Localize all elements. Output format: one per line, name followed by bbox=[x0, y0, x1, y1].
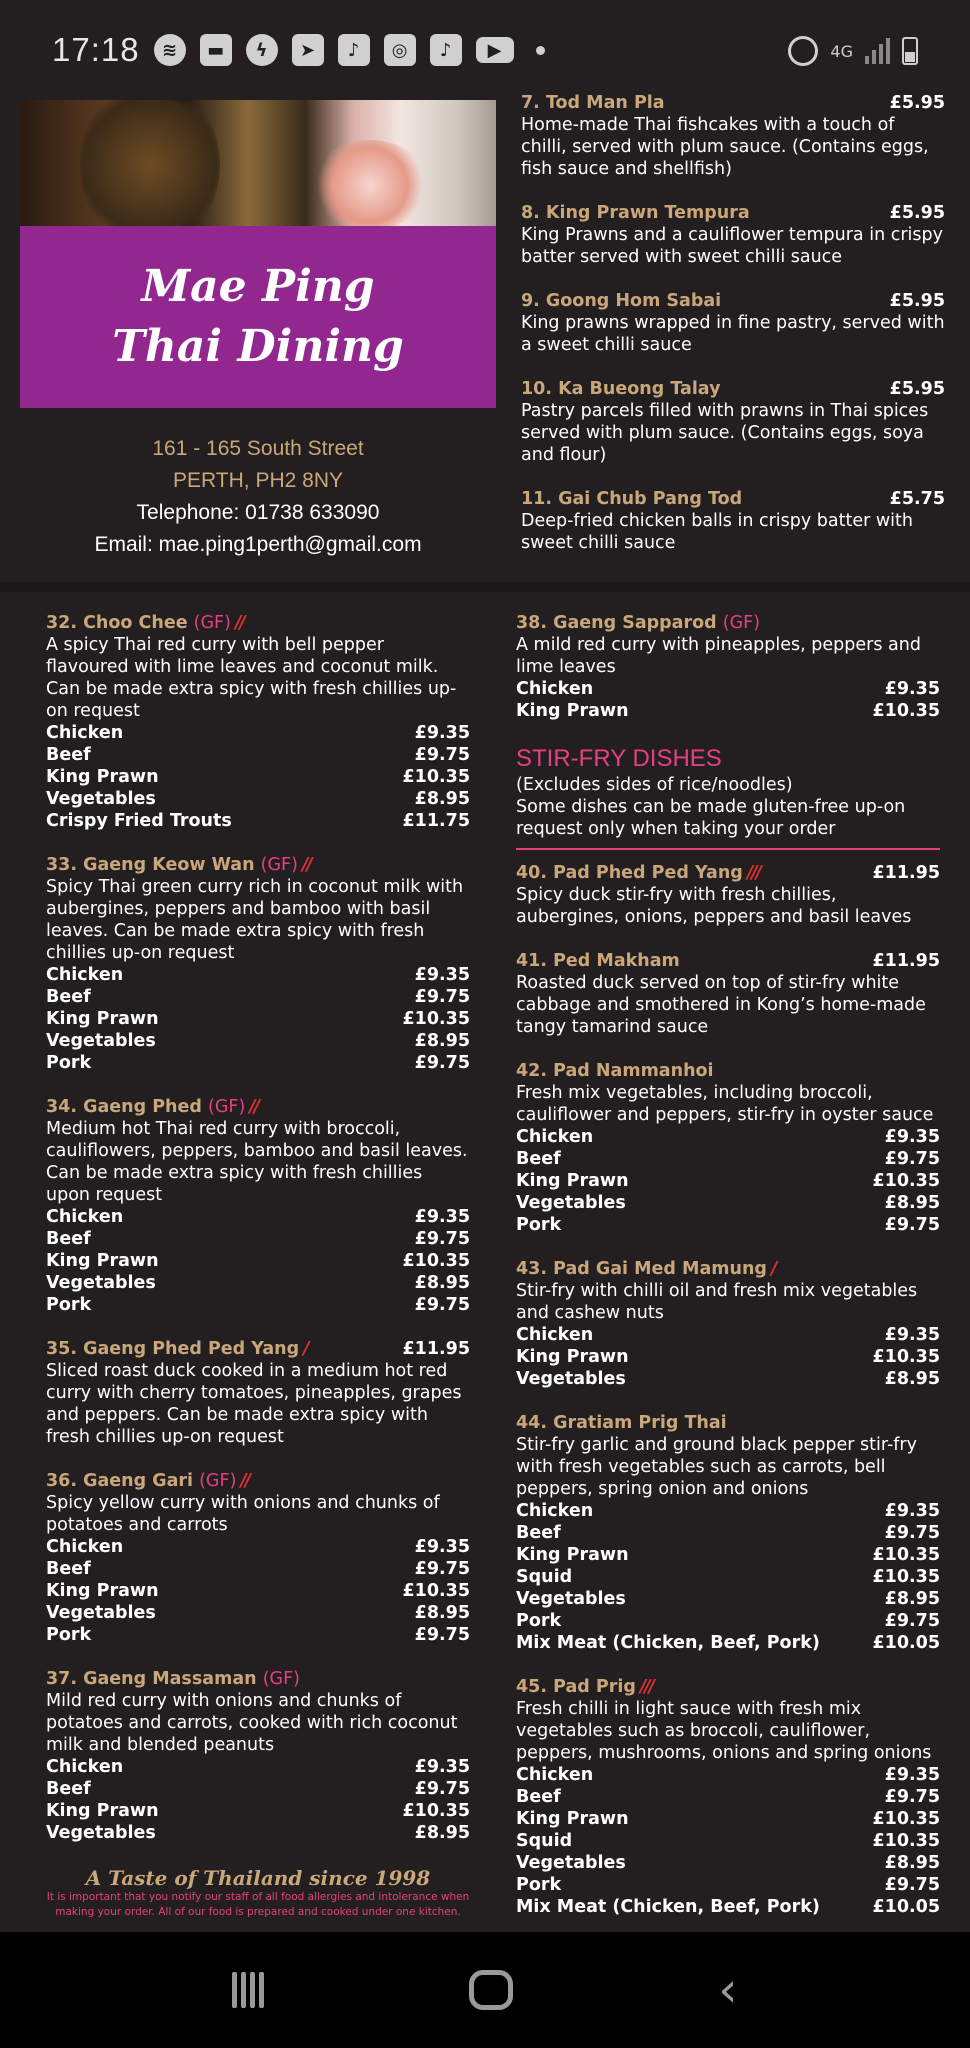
item-name-wrap bbox=[521, 378, 721, 400]
option-price: £9.75 bbox=[414, 1559, 470, 1579]
menu-item bbox=[46, 1470, 470, 1646]
option-name: Chicken bbox=[516, 1765, 594, 1785]
option-name: King Prawn bbox=[46, 767, 159, 787]
menu-item bbox=[521, 92, 945, 180]
price-row bbox=[516, 1588, 940, 1610]
option-name: King Prawn bbox=[516, 1171, 629, 1191]
option-price: £10.05 bbox=[872, 1633, 940, 1653]
item-description: Spicy yellow curry with onions and chunks of potatoes and carrots bbox=[46, 1493, 440, 1535]
option-name: Vegetables bbox=[46, 1031, 156, 1051]
option-name: Crispy Fried Trouts bbox=[46, 811, 232, 831]
option-name: Chicken bbox=[516, 679, 594, 699]
item-description: King Prawns and a cauliflower tempura in crispy batter served with sweet chilli sauce bbox=[521, 225, 943, 267]
price-row bbox=[46, 1558, 470, 1580]
price-row bbox=[46, 1294, 470, 1316]
item-title bbox=[46, 1096, 470, 1118]
item-price: £5.95 bbox=[889, 291, 945, 311]
section-title: STIR-FRY DISHES bbox=[516, 745, 722, 772]
option-price: £9.75 bbox=[414, 987, 470, 1007]
option-name: Squid bbox=[516, 1831, 573, 1851]
price-row bbox=[516, 1324, 940, 1346]
option-name: King Prawn bbox=[516, 701, 629, 721]
option-name: Chicken bbox=[46, 1757, 124, 1777]
price-row bbox=[516, 1126, 940, 1148]
starters-list bbox=[521, 92, 945, 576]
option-name: Beef bbox=[46, 1779, 91, 1799]
item-name-wrap bbox=[516, 612, 760, 634]
option-name: Pork bbox=[516, 1215, 562, 1235]
option-name: Mix Meat (Chicken, Beef, Pork) bbox=[516, 1897, 820, 1917]
price-row bbox=[46, 1030, 470, 1052]
option-price: £10.35 bbox=[402, 1581, 470, 1601]
item-name-wrap bbox=[46, 854, 311, 876]
item-price: £11.95 bbox=[872, 951, 940, 971]
item-description: Home-made Thai fishcakes with a touch of chilli, served with plum sauce. (Contains eggs, fish sauce and shellfish) bbox=[521, 115, 929, 179]
option-price: £9.35 bbox=[884, 679, 940, 699]
price-row bbox=[516, 1170, 940, 1192]
allergy-note: It is important that you notify our staff of all food allergies and intolerance when making your order. All of our food is prepared and cooked under one kitchen. bbox=[46, 1891, 470, 1918]
option-price: £8.95 bbox=[884, 1853, 940, 1873]
item-description: Spicy Thai green curry rich in coconut milk with aubergines, peppers and bamboo with basil leaves. Can be made extra spicy with fresh chillies up-on request bbox=[46, 877, 464, 963]
home-button[interactable] bbox=[469, 1970, 513, 2010]
chili-icon: // bbox=[301, 855, 311, 875]
option-price: £10.35 bbox=[402, 1251, 470, 1271]
item-name-wrap bbox=[516, 1412, 727, 1434]
option-name: Vegetables bbox=[516, 1369, 626, 1389]
price-row bbox=[516, 1808, 940, 1830]
email: Email: mae.ping1perth@gmail.com bbox=[94, 533, 422, 556]
option-price: £9.35 bbox=[414, 965, 470, 985]
item-description: Medium hot Thai red curry with broccoli, cauliflowers, peppers, bamboo and basil leaves. Can be made extra spicy with fresh chillies upon request bbox=[46, 1119, 468, 1205]
price-row bbox=[516, 1632, 940, 1654]
menu-item bbox=[46, 1096, 470, 1316]
item-name: 35. Gaeng Phed Ped Yang bbox=[46, 1339, 300, 1359]
navigation-icon: ➤ bbox=[292, 34, 324, 66]
menu-item bbox=[516, 1412, 940, 1654]
price-row bbox=[516, 1566, 940, 1588]
item-name: 37. Gaeng Massaman bbox=[46, 1669, 257, 1689]
item-description: Fresh chilli in light sauce with fresh mix vegetables such as broccoli, cauliflower, peppers, mushrooms, onions and spring onions bbox=[516, 1699, 932, 1763]
item-name: 8. King Prawn Tempura bbox=[521, 203, 750, 223]
gluten-free-tag: (GF) bbox=[262, 1669, 300, 1689]
tiktok-icon: ♪ bbox=[338, 34, 370, 66]
item-name-wrap bbox=[516, 1676, 653, 1698]
tagline bbox=[46, 1866, 470, 1920]
option-name: Chicken bbox=[516, 1325, 594, 1345]
menu-item bbox=[521, 488, 945, 554]
price-row bbox=[46, 788, 470, 810]
price-row bbox=[46, 1822, 470, 1844]
price-row bbox=[46, 1272, 470, 1294]
item-price: £11.95 bbox=[872, 863, 940, 883]
section-note: Some dishes can be made gluten-free up-on request only when taking your order bbox=[516, 797, 906, 839]
chili-icon: / bbox=[770, 1259, 776, 1279]
option-name: Pork bbox=[46, 1625, 92, 1645]
price-row bbox=[516, 1544, 940, 1566]
option-price: £8.95 bbox=[884, 1369, 940, 1389]
menu-item bbox=[516, 1060, 940, 1236]
option-name: Pork bbox=[516, 1611, 562, 1631]
option-name: Pork bbox=[516, 1875, 562, 1895]
menu-image bbox=[0, 93, 970, 1932]
price-row bbox=[516, 1148, 940, 1170]
brand-line-2: Thai Dining bbox=[112, 321, 404, 372]
menu-item bbox=[516, 612, 940, 722]
item-description: King prawns wrapped in fine pastry, served with a sweet chilli sauce bbox=[521, 313, 945, 355]
option-price: £9.75 bbox=[884, 1875, 940, 1895]
option-price: £8.95 bbox=[414, 789, 470, 809]
option-price: £8.95 bbox=[884, 1589, 940, 1609]
option-price: £9.75 bbox=[884, 1523, 940, 1543]
option-name: King Prawn bbox=[46, 1581, 159, 1601]
price-row bbox=[46, 744, 470, 766]
item-name: 43. Pad Gai Med Mamung bbox=[516, 1259, 767, 1279]
chili-icon: / bbox=[303, 1339, 308, 1359]
option-price: £9.35 bbox=[884, 1501, 940, 1521]
option-name: Vegetables bbox=[516, 1193, 626, 1213]
option-price: £8.95 bbox=[414, 1031, 470, 1051]
tagline-title: A Taste of Thailand since 1998 bbox=[85, 1866, 431, 1890]
option-price: £9.75 bbox=[414, 1779, 470, 1799]
back-button[interactable]: ‹ bbox=[718, 1962, 738, 2018]
price-row bbox=[46, 810, 470, 832]
item-name-wrap bbox=[521, 488, 742, 510]
chili-icon: // bbox=[249, 1097, 259, 1117]
price-row bbox=[46, 1778, 470, 1800]
option-price: £10.35 bbox=[402, 1009, 470, 1029]
option-name: Beef bbox=[46, 987, 91, 1007]
item-title bbox=[516, 612, 940, 634]
option-name: Chicken bbox=[46, 723, 124, 743]
option-price: £10.35 bbox=[872, 1809, 940, 1829]
option-name: Pork bbox=[46, 1053, 92, 1073]
item-name-wrap bbox=[46, 1470, 249, 1492]
address-street: 161 - 165 South Street bbox=[152, 437, 364, 460]
item-description: Mild red curry with onions and chunks of potatoes and carrots, cooked with rich coconut milk and blended peanuts bbox=[46, 1691, 458, 1755]
item-title bbox=[516, 1412, 940, 1434]
item-title bbox=[521, 290, 945, 312]
price-row bbox=[46, 1756, 470, 1778]
option-price: £9.75 bbox=[414, 745, 470, 765]
price-row bbox=[46, 1008, 470, 1030]
menu-item bbox=[516, 1676, 940, 1918]
menu-item bbox=[46, 854, 470, 1074]
status-bar bbox=[0, 0, 970, 100]
item-name-wrap bbox=[516, 1258, 775, 1280]
menu-item bbox=[516, 950, 940, 1038]
option-price: £10.35 bbox=[872, 1171, 940, 1191]
price-row bbox=[516, 1764, 940, 1786]
status-time: 17:18 bbox=[52, 31, 140, 68]
item-name-wrap bbox=[516, 1060, 714, 1082]
option-name: Beef bbox=[516, 1787, 561, 1807]
option-price: £8.95 bbox=[414, 1603, 470, 1623]
item-name-wrap bbox=[521, 92, 665, 114]
item-title bbox=[521, 378, 945, 400]
gluten-free-tag: (GF) bbox=[722, 613, 761, 633]
option-name: King Prawn bbox=[516, 1545, 629, 1565]
option-price: £9.35 bbox=[414, 1757, 470, 1777]
price-row bbox=[46, 766, 470, 788]
item-name: 45. Pad Prig bbox=[516, 1677, 636, 1697]
thai-decor-photo bbox=[20, 100, 496, 226]
item-name-wrap bbox=[46, 1668, 300, 1690]
section-rule bbox=[516, 848, 940, 850]
option-name: Vegetables bbox=[516, 1589, 626, 1609]
option-name: Vegetables bbox=[46, 789, 156, 809]
item-description: Pastry parcels filled with prawns in Thai spices served with plum sauce. (Contains eggs, soya and flour) bbox=[521, 401, 929, 465]
alarm-icon bbox=[788, 36, 818, 66]
chili-icon: // bbox=[234, 613, 244, 633]
price-row bbox=[516, 678, 940, 700]
option-price: £8.95 bbox=[414, 1273, 470, 1293]
item-name: 36. Gaeng Gari bbox=[46, 1471, 194, 1491]
curry-stirfry-column-right bbox=[516, 612, 940, 1940]
option-price: £9.35 bbox=[414, 1207, 470, 1227]
item-description: Stir-fry with chilli oil and fresh mix vegetables and cashew nuts bbox=[516, 1281, 918, 1323]
menu-item bbox=[516, 862, 940, 928]
item-name-wrap bbox=[46, 1096, 258, 1118]
option-name: Mix Meat (Chicken, Beef, Pork) bbox=[516, 1633, 820, 1653]
item-title bbox=[46, 1338, 470, 1360]
chili-icon: /// bbox=[746, 863, 761, 883]
price-row bbox=[516, 1500, 940, 1522]
spotify-icon: ≋ bbox=[154, 34, 186, 66]
restaurant-header bbox=[20, 100, 496, 561]
price-row bbox=[46, 1052, 470, 1074]
gluten-free-tag: (GF) bbox=[193, 613, 231, 633]
option-price: £9.35 bbox=[884, 1765, 940, 1785]
option-price: £9.35 bbox=[414, 723, 470, 743]
option-name: Vegetables bbox=[516, 1853, 626, 1873]
item-price: £5.95 bbox=[889, 203, 945, 223]
menu-item bbox=[46, 1668, 470, 1844]
option-price: £8.95 bbox=[884, 1193, 940, 1213]
price-row bbox=[516, 1346, 940, 1368]
item-description: Sliced roast duck cooked in a medium hot red curry with cherry tomatoes, pineapples, grapes and peppers. Can be made extra spicy with fresh chillies up-on request bbox=[46, 1361, 462, 1447]
item-description: A spicy Thai red curry with bell pepper flavoured with lime leaves and coconut milk. Can be made extra spicy with fresh chillies up-on request bbox=[46, 635, 457, 721]
item-name-wrap bbox=[516, 862, 760, 884]
address-city: PERTH, PH2 8NY bbox=[173, 469, 343, 492]
option-price: £10.35 bbox=[872, 701, 940, 721]
price-row bbox=[46, 1536, 470, 1558]
item-description: Deep-fried chicken balls in crispy batter with sweet chilli sauce bbox=[521, 511, 913, 553]
option-price: £9.35 bbox=[414, 1537, 470, 1557]
option-price: £10.35 bbox=[402, 767, 470, 787]
item-name: 40. Pad Phed Ped Yang bbox=[516, 863, 743, 883]
option-price: £10.35 bbox=[872, 1831, 940, 1851]
price-row bbox=[46, 1206, 470, 1228]
option-price: £9.75 bbox=[414, 1053, 470, 1073]
item-name: 32. Choo Chee bbox=[46, 613, 188, 633]
tiktok-icon-2: ♪ bbox=[430, 34, 462, 66]
price-row bbox=[46, 1228, 470, 1250]
telephone: Telephone: 01738 633090 bbox=[136, 501, 380, 524]
navigation-bar bbox=[0, 1932, 970, 2048]
price-row bbox=[516, 1522, 940, 1544]
item-name-wrap bbox=[46, 612, 244, 634]
item-name: 7. Tod Man Pla bbox=[521, 93, 665, 113]
menu-item bbox=[521, 290, 945, 356]
option-price: £9.75 bbox=[884, 1787, 940, 1807]
signal-icon bbox=[865, 38, 890, 64]
option-name: King Prawn bbox=[46, 1801, 159, 1821]
option-price: £8.95 bbox=[414, 1823, 470, 1843]
instagram-icon: ◎ bbox=[384, 34, 416, 66]
youtube-icon: ▶ bbox=[476, 37, 514, 63]
curry-column-left bbox=[46, 612, 470, 1920]
item-price: £11.95 bbox=[402, 1339, 470, 1359]
price-row bbox=[516, 1610, 940, 1632]
option-name: Beef bbox=[516, 1523, 561, 1543]
menu-item bbox=[521, 202, 945, 268]
price-row bbox=[516, 1830, 940, 1852]
option-price: £9.75 bbox=[884, 1215, 940, 1235]
option-price: £9.35 bbox=[884, 1325, 940, 1345]
option-name: King Prawn bbox=[516, 1809, 629, 1829]
gluten-free-tag: (GF) bbox=[199, 1471, 237, 1491]
item-name: 41. Ped Makham bbox=[516, 951, 680, 971]
option-price: £9.75 bbox=[414, 1295, 470, 1315]
messenger-icon: ϟ bbox=[246, 34, 278, 66]
price-row bbox=[516, 1852, 940, 1874]
option-name: Pork bbox=[46, 1295, 92, 1315]
item-price: £5.95 bbox=[889, 93, 945, 113]
option-name: King Prawn bbox=[46, 1009, 159, 1029]
item-title bbox=[516, 1676, 940, 1698]
more-notifications-dot bbox=[536, 46, 545, 55]
battery-icon bbox=[902, 37, 918, 65]
option-name: King Prawn bbox=[516, 1347, 629, 1367]
item-name: 44. Gratiam Prig Thai bbox=[516, 1413, 727, 1433]
menu-item bbox=[516, 1258, 940, 1390]
option-name: Vegetables bbox=[46, 1603, 156, 1623]
network-type: 4G bbox=[830, 41, 853, 61]
price-row bbox=[46, 1602, 470, 1624]
price-row bbox=[516, 700, 940, 722]
option-price: £9.75 bbox=[884, 1611, 940, 1631]
item-title bbox=[521, 92, 945, 114]
gluten-free-tag: (GF) bbox=[260, 855, 298, 875]
price-row bbox=[46, 964, 470, 986]
option-name: Beef bbox=[516, 1149, 561, 1169]
item-name: 34. Gaeng Phed bbox=[46, 1097, 202, 1117]
option-name: Vegetables bbox=[46, 1823, 156, 1843]
gluten-free-tag: (GF) bbox=[208, 1097, 246, 1117]
menu-item bbox=[46, 612, 470, 832]
price-row bbox=[46, 1624, 470, 1646]
item-name-wrap bbox=[516, 950, 680, 972]
option-price: £10.35 bbox=[872, 1347, 940, 1367]
option-name: Vegetables bbox=[46, 1273, 156, 1293]
recent-apps-button[interactable] bbox=[232, 1972, 264, 2008]
section-note: (Excludes sides of rice/noodles) bbox=[516, 775, 793, 795]
price-row bbox=[46, 986, 470, 1008]
contact-info bbox=[20, 433, 496, 561]
option-name: Beef bbox=[46, 745, 91, 765]
messages-icon: ▬ bbox=[200, 34, 232, 66]
price-row bbox=[516, 1368, 940, 1390]
item-name: 33. Gaeng Keow Wan bbox=[46, 855, 255, 875]
item-price: £5.95 bbox=[889, 379, 945, 399]
menu-item bbox=[521, 378, 945, 466]
price-row bbox=[516, 1192, 940, 1214]
menu-item bbox=[46, 1338, 470, 1448]
chili-icon: /// bbox=[639, 1677, 654, 1697]
item-name: 11. Gai Chub Pang Tod bbox=[521, 489, 743, 509]
stirfry-section-header bbox=[516, 744, 940, 850]
section-divider bbox=[0, 582, 970, 592]
item-name: 38. Gaeng Sapparod bbox=[516, 613, 717, 633]
price-row bbox=[516, 1786, 940, 1808]
brand-banner bbox=[20, 226, 496, 408]
item-description: Stir-fry garlic and ground black pepper stir-fry with fresh vegetables such as carrots, bell peppers, spring onion and onions bbox=[516, 1435, 917, 1499]
option-name: Beef bbox=[46, 1229, 91, 1249]
item-description: Roasted duck served on top of stir-fry white cabbage and smothered in Kong’s home-made tangy tamarind sauce bbox=[516, 973, 926, 1037]
option-price: £11.75 bbox=[402, 811, 470, 831]
item-name-wrap bbox=[46, 1338, 308, 1360]
option-price: £9.75 bbox=[884, 1149, 940, 1169]
item-title bbox=[516, 950, 940, 972]
option-name: Chicken bbox=[46, 965, 124, 985]
price-row bbox=[516, 1214, 940, 1236]
item-title bbox=[46, 1668, 470, 1690]
item-title bbox=[521, 488, 945, 510]
item-name: 42. Pad Nammanhoi bbox=[516, 1061, 714, 1081]
item-title bbox=[516, 1060, 940, 1082]
item-title bbox=[516, 1258, 940, 1280]
item-title bbox=[516, 862, 940, 884]
price-row bbox=[46, 1580, 470, 1602]
option-name: Beef bbox=[46, 1559, 91, 1579]
option-price: £9.75 bbox=[414, 1229, 470, 1249]
item-name: 10. Ka Bueong Talay bbox=[521, 379, 721, 399]
option-name: Squid bbox=[516, 1567, 573, 1587]
option-price: £10.05 bbox=[872, 1897, 940, 1917]
item-title bbox=[46, 1470, 470, 1492]
option-price: £10.35 bbox=[402, 1801, 470, 1821]
item-description: A mild red curry with pineapples, peppers and lime leaves bbox=[516, 635, 921, 677]
price-row bbox=[46, 1250, 470, 1272]
price-row bbox=[46, 1800, 470, 1822]
price-row bbox=[46, 722, 470, 744]
item-name: 9. Goong Hom Sabai bbox=[521, 291, 722, 311]
item-title bbox=[46, 612, 470, 634]
price-row bbox=[516, 1896, 940, 1918]
item-title bbox=[521, 202, 945, 224]
item-name-wrap bbox=[521, 290, 721, 312]
item-description: Spicy duck stir-fry with fresh chillies, aubergines, onions, peppers and basil leaves bbox=[516, 885, 912, 927]
option-price: £9.75 bbox=[414, 1625, 470, 1645]
option-price: £10.35 bbox=[872, 1567, 940, 1587]
option-name: Chicken bbox=[516, 1127, 594, 1147]
price-row bbox=[516, 1874, 940, 1896]
item-title bbox=[46, 854, 470, 876]
chili-icon: // bbox=[240, 1471, 250, 1491]
option-name: Chicken bbox=[46, 1537, 124, 1557]
item-description: Fresh mix vegetables, including broccoli, cauliflower and peppers, stir-fry in oyster sauce bbox=[516, 1083, 934, 1125]
option-price: £10.35 bbox=[872, 1545, 940, 1565]
option-name: Chicken bbox=[516, 1501, 594, 1521]
brand-line-1: Mae Ping bbox=[141, 261, 375, 312]
option-price: £9.35 bbox=[884, 1127, 940, 1147]
option-name: King Prawn bbox=[46, 1251, 159, 1271]
option-name: Chicken bbox=[46, 1207, 124, 1227]
item-price: £5.75 bbox=[889, 489, 945, 509]
item-name-wrap bbox=[521, 202, 750, 224]
